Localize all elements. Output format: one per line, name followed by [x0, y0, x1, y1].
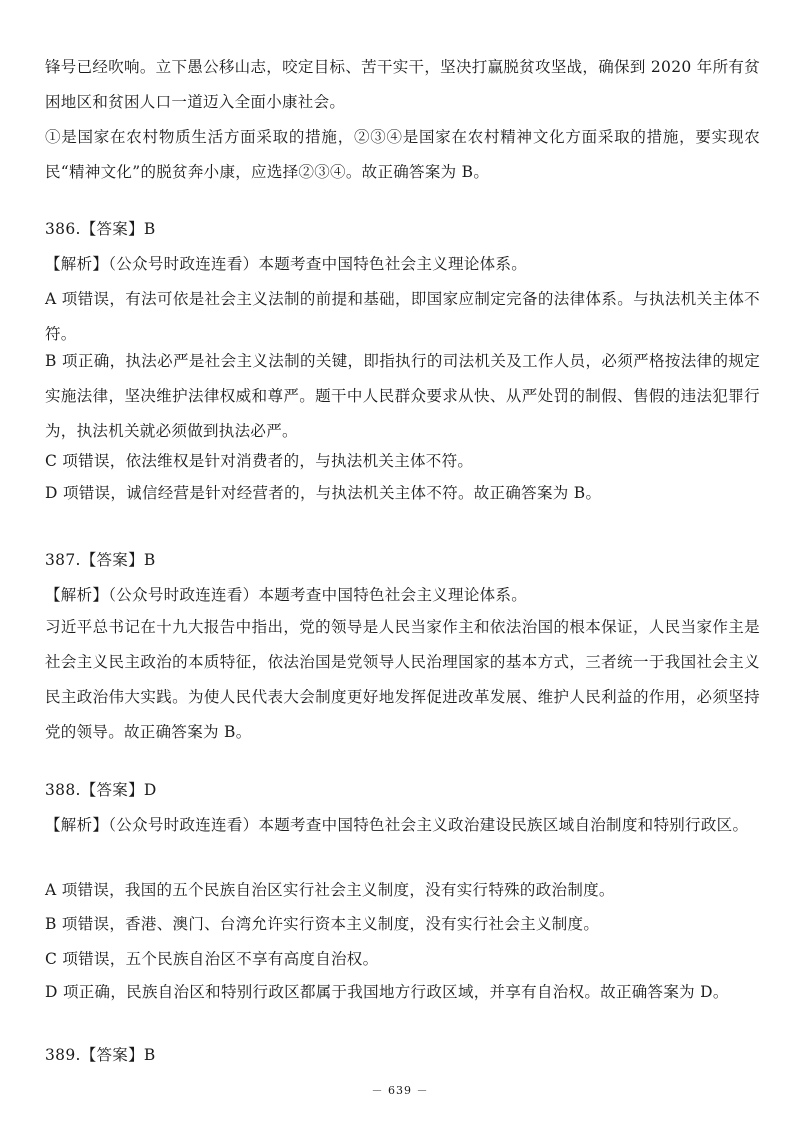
option-b-388: B 项错误，香港、澳门、台湾允许实行资本主义制度，没有实行社会主义制度。 — [45, 915, 600, 933]
analysis-heading-388: 【解析】（公众号时政连连看）本题考查中国特色社会主义政治建设民族区域自治制度和特别行政区。 — [45, 816, 749, 834]
answer-heading-386: 386.【答案】B — [45, 220, 156, 238]
answer-heading-388: 388.【答案】D — [45, 781, 157, 799]
page-number: － 639 － — [371, 1084, 429, 1097]
analysis-heading-386: 【解析】（公众号时政连连看）本题考查中国特色社会主义理论体系。 — [45, 255, 528, 273]
option-d-386: D 项错误，诚信经营是针对经营者的，与执法机关主体不符。故正确答案为 B。 — [45, 484, 602, 502]
paragraph-intro-continuation: 锋号已经吹响。立下愚公移山志，咬定目标、苦干实干，坚决打赢脱贫攻坚战，确保到 2020 年所有贫困地区和贫困人口一道迈入全面小康社会。 — [45, 58, 760, 111]
option-c-386: C 项错误，依法维权是针对消费者的，与执法机关主体不符。 — [45, 452, 474, 470]
option-a-386: A 项错误，有法可依是社会主义法制的前提和基础，即国家应制定完备的法律体系。与执法机关主体不符。 — [45, 290, 760, 343]
option-d-388: D 项正确，民族自治区和特别行政区都属于我国地方行政区域，并享有自治权。故正确答案为 D。 — [45, 983, 729, 1001]
option-b-386: B 项正确，执法必严是社会主义法制的关键，即指执行的司法机关及工作人员，必须严格按法律的规定实施法律，坚决维护法律权威和尊严。题干中人民群众要求从快、从严处罚的制假、售假的违法犯罪行为，执法机关就必须做到执法必严。 — [45, 352, 760, 440]
analysis-body-387: 习近平总书记在十九大报告中指出，党的领导是人民当家作主和依法治国的根本保证，人民当家作主是社会主义民主政治的本质特征，依法治国是党领导人民治理国家的基本方式，三者统一于我国社会主义民主政治伟大实践。为使人民代表大会制度更好地发挥促进改革发展、维护人民利益的作用，必须坚持党的领导。故正确答案为 B。 — [45, 618, 760, 741]
answer-heading-387: 387.【答案】B — [45, 551, 156, 569]
answer-heading-389: 389.【答案】B — [45, 1046, 156, 1064]
analysis-heading-387: 【解析】（公众号时政连连看）本题考查中国特色社会主义理论体系。 — [45, 586, 528, 604]
option-a-388: A 项错误，我国的五个民族自治区实行社会主义制度，没有实行特殊的政治制度。 — [45, 881, 615, 899]
option-c-388: C 项错误，五个民族自治区不享有高度自治权。 — [45, 950, 379, 968]
paragraph-385-conclusion: ①是国家在农村物质生活方面采取的措施，②③④是国家在农村精神文化方面采取的措施，要实现农民“精神文化”的脱贫奔小康，应选择②③④。故正确答案为 B。 — [45, 128, 760, 181]
